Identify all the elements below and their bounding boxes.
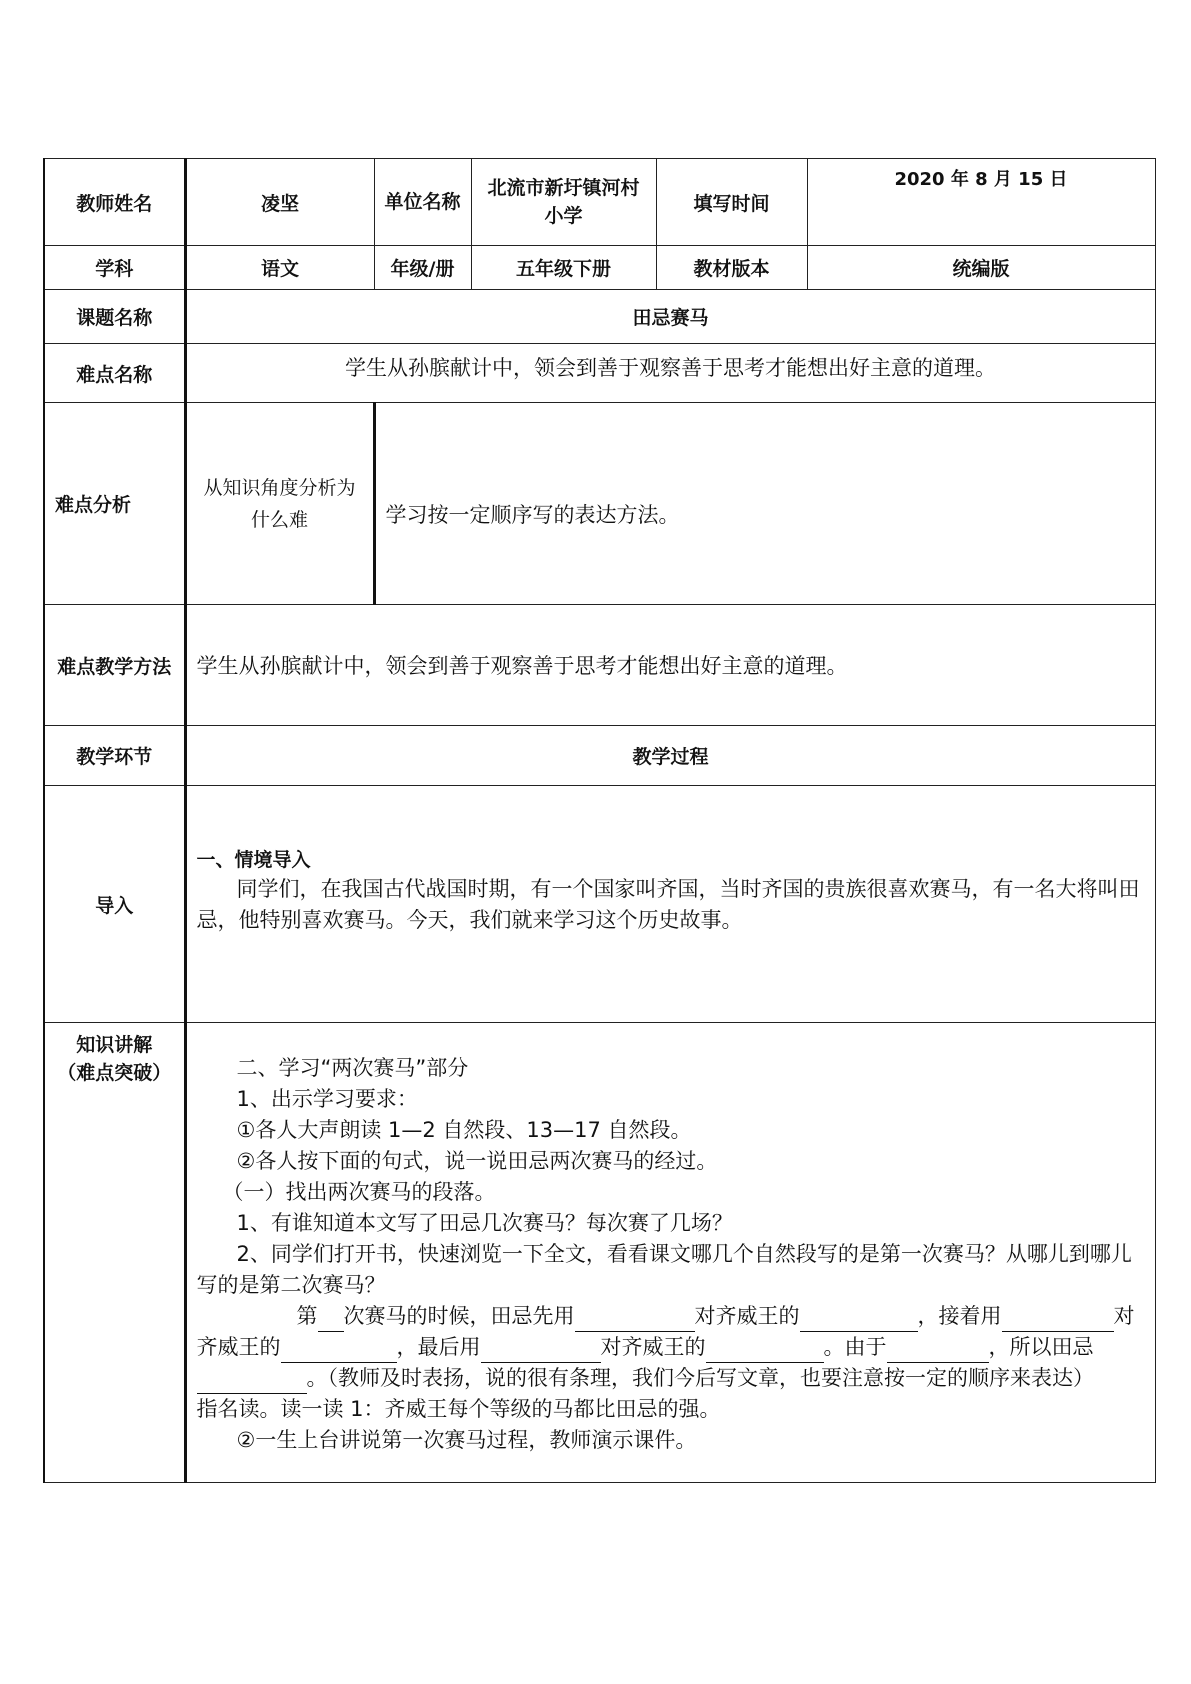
title-value: 田忌赛马 [185, 290, 1155, 344]
fill-in-sentence [197, 1301, 1143, 1394]
fill-blank [281, 1340, 397, 1363]
fill-text: 。（教师及时表扬，说的很有条理，我们今后写文章，也要注意按一定的顺序来表达） [306, 1366, 1094, 1390]
knowledge-last-line: ②一生上台讲说第一次赛马过程，教师演示课件。 [236, 1428, 697, 1452]
difficulty-value: 学生从孙膑献计中，领会到善于观察善于思考才能想出好主意的道理。 [185, 344, 1155, 403]
fill-text: ，接着用 [917, 1304, 1002, 1328]
stage-label: 教学环节 [44, 726, 185, 786]
title-label: 课题名称 [44, 290, 185, 344]
date-label: 填写时间 [656, 159, 807, 246]
fill-text: 对齐威王的 [196, 1304, 1135, 1359]
edition-value: 统编版 [807, 246, 1155, 290]
fill-text: 对齐威王的 [694, 1304, 800, 1328]
edition-label: 教材版本 [656, 246, 807, 290]
fill-blank [1002, 1309, 1058, 1332]
difficulty-label: 难点名称 [44, 344, 185, 403]
knowledge-line: 2、同学们打开书，快速浏览一下全文，看看课文哪几个自然段写的是第一次赛马？从哪儿到哪儿写的是第二次赛马？ [196, 1242, 1132, 1297]
fill-text: ，所以田忌 [988, 1335, 1094, 1359]
knowledge-line: （一）找出两次赛马的段落。 [222, 1180, 496, 1204]
fill-blank [800, 1309, 918, 1332]
knowledge-read-line: 指名读。读一读 1：齐威王每个等级的马都比田忌的强。 [196, 1397, 721, 1421]
intro-cell [185, 786, 1155, 1023]
subject-value: 语文 [185, 246, 374, 290]
knowledge-label-line1: 知识讲解 [76, 1034, 153, 1056]
method-value: 学生从孙膑献计中，领会到善于观察善于思考才能想出好主意的道理。 [185, 605, 1155, 726]
analysis-value: 学习按一定顺序写的表达方法。 [374, 403, 1155, 605]
teacher-label: 教师姓名 [44, 159, 185, 246]
process-label: 教学过程 [185, 726, 1155, 786]
fill-blank [887, 1340, 967, 1363]
grade-label: 年级/册 [374, 246, 471, 290]
intro-text: 同学们，在我国古代战国时期，有一个国家叫齐国，当时齐国的贵族很喜欢赛马，有一名大将叫田忌，他特别喜欢赛马。今天，我们就来学习这个历史故事。 [196, 877, 1140, 932]
knowledge-line: 1、有谁知道本文写了田忌几次赛马？每次赛了几场？ [236, 1211, 733, 1235]
grade-value: 五年级下册 [471, 246, 656, 290]
fill-text: 次赛马的时候，田忌先用 [343, 1304, 575, 1328]
knowledge-label-line2: （难点突破） [57, 1062, 172, 1084]
fill-blank [481, 1340, 601, 1363]
method-label: 难点教学方法 [44, 605, 185, 726]
fill-blank [197, 1371, 307, 1394]
fill-text: 。由于 [823, 1335, 887, 1359]
fill-text: 对齐威王的 [600, 1335, 706, 1359]
knowledge-line: ①各人大声朗读 1—2 自然段、13—17 自然段。 [236, 1118, 692, 1142]
fill-text: 第 [296, 1304, 318, 1328]
analysis-sub-label: 从知识角度分析为什么难 [185, 403, 374, 605]
fill-blank [967, 1340, 989, 1363]
intro-label: 导入 [44, 786, 185, 1023]
knowledge-line: ②各人按下面的句式，说一说田忌两次赛马的经过。 [236, 1149, 718, 1173]
fill-blank [318, 1309, 344, 1332]
knowledge-label [44, 1023, 185, 1483]
unit-value: 北流市新圩镇河村小学 [471, 159, 656, 246]
knowledge-line: 1、出示学习要求： [236, 1087, 418, 1111]
analysis-label: 难点分析 [44, 403, 185, 605]
fill-blank [1058, 1309, 1114, 1332]
intro-heading: 一、情境导入 [196, 849, 311, 871]
date-value: 2020 年 8 月 15 日 [807, 159, 1155, 246]
fill-text: ，最后用 [396, 1335, 481, 1359]
knowledge-cell [185, 1023, 1155, 1483]
lesson-plan-table [43, 158, 1156, 1483]
fill-blank [575, 1309, 695, 1332]
knowledge-line: 二、学习“两次赛马”部分 [236, 1056, 469, 1080]
teacher-value: 凌坚 [185, 159, 374, 246]
fill-blank [706, 1340, 824, 1363]
subject-label: 学科 [44, 246, 185, 290]
unit-label: 单位名称 [374, 159, 471, 246]
